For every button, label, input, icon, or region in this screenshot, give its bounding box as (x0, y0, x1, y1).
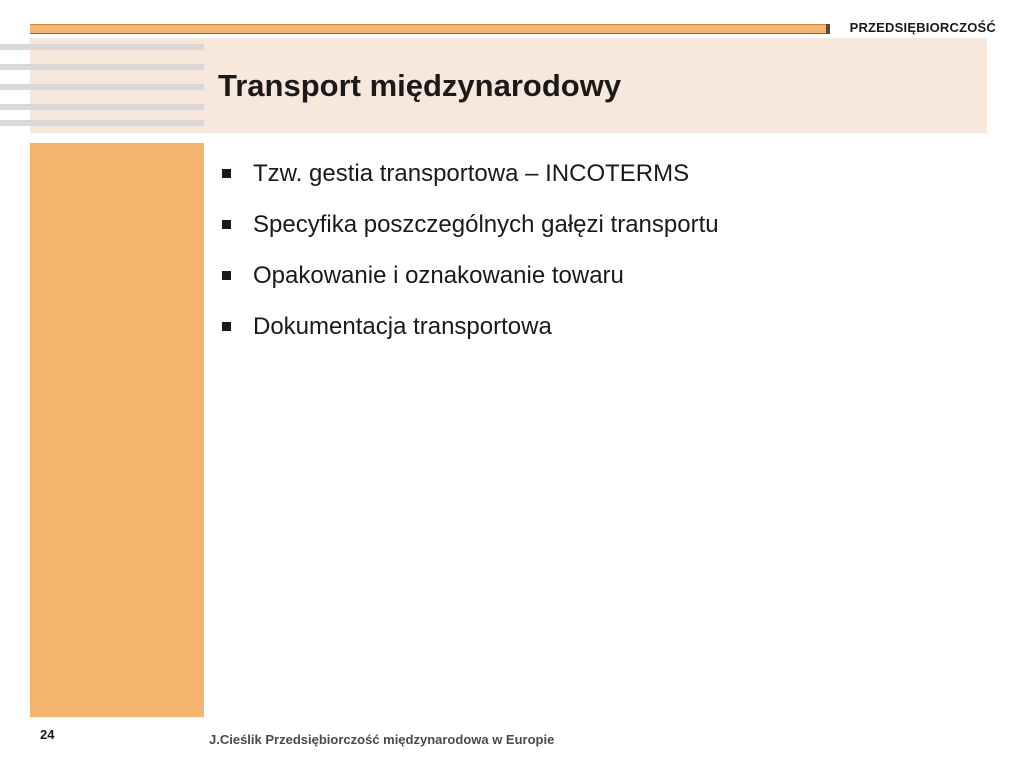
footer-text: J.Cieślik Przedsiębiorczość międzynarodowa w Europie (209, 732, 555, 747)
list-item (220, 250, 980, 301)
stripe (0, 120, 204, 126)
square-bullet-icon (222, 220, 231, 229)
stripe (0, 44, 204, 50)
stripe (0, 64, 204, 70)
square-bullet-icon (222, 169, 231, 178)
top-rule (30, 24, 830, 34)
bullet-text: Specyfika poszczególnych gałęzi transportu (253, 210, 719, 238)
stripe (0, 104, 204, 110)
page-title: Transport międzynarodowy (218, 68, 622, 103)
list-item (220, 199, 980, 250)
bullet-text: Opakowanie i oznakowanie towaru (253, 261, 624, 289)
list-item (220, 301, 980, 352)
square-bullet-icon (222, 322, 231, 331)
page-number: 24 (40, 727, 55, 742)
orange-sidebar (30, 143, 204, 717)
square-bullet-icon (222, 271, 231, 280)
bullet-text: Tzw. gestia transportowa – INCOTERMS (253, 159, 690, 187)
bullet-text: Dokumentacja transportowa (253, 312, 552, 340)
top-rule-cap (826, 24, 830, 34)
decorative-stripes (0, 44, 204, 128)
list-item (220, 148, 980, 199)
brand-label: PRZEDSIĘBIORCZOŚĆ (849, 20, 996, 35)
stripe (0, 84, 204, 90)
bullet-list (220, 148, 980, 352)
